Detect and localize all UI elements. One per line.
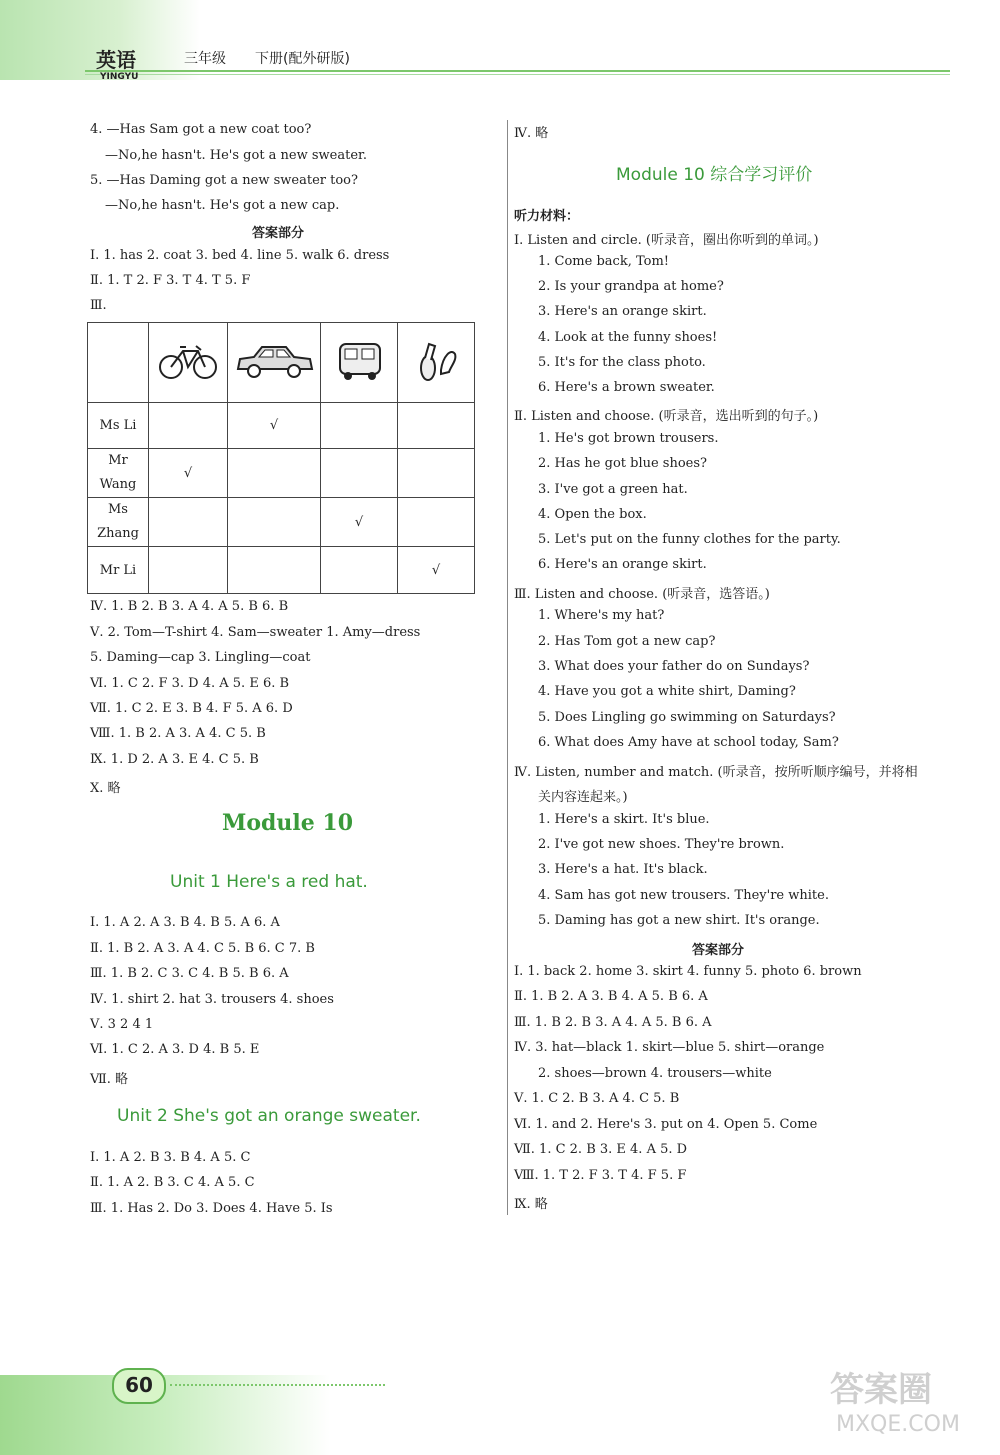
unit2-title: Unit 2 She's got an orange sweater.	[117, 1106, 421, 1126]
right-first-line: Ⅳ. 略	[514, 126, 549, 141]
intro-line-2: —No,he hasn't. He's got a new sweater.	[105, 148, 367, 163]
listening-line: 6. What does Amy have at school today, Sam?	[538, 735, 839, 750]
listening-line: 4. Open the box.	[538, 507, 647, 522]
listening-line: 3. Here's an orange skirt.	[538, 304, 707, 319]
answer-line: Ⅶ. 1. C 2. B 3. E 4. A 5. D	[514, 1142, 688, 1157]
listening-line: 4. Sam has got new trousers. They're white.	[538, 888, 829, 903]
ans2-line-6: Ⅷ. 1. B 2. A 3. A 4. C 5. B	[90, 726, 266, 741]
intro-line-4: —No,he hasn't. He's got a new cap.	[105, 198, 340, 213]
ans2-line-1: Ⅳ. 1. B 2. B 3. A 4. A 5. B 6. B	[90, 599, 289, 614]
listening-line: 4. Look at the funny shoes!	[538, 330, 718, 345]
cell-3-0	[149, 547, 228, 594]
listening-line: 2. Has Tom got a new cap?	[538, 634, 716, 649]
listen-label: 听力材料：	[514, 209, 580, 224]
cell-1-1	[228, 449, 321, 498]
cell-0-2	[321, 403, 398, 449]
ans2-line-8: Ⅹ. 略	[90, 781, 121, 796]
car-icon	[228, 323, 321, 403]
listening-line: 1. He's got brown trousers.	[538, 431, 719, 446]
header-rule-thin	[85, 74, 950, 75]
answer-line: 2. shoes—brown 4. trousers—white	[538, 1066, 772, 1081]
cell-0-0	[149, 403, 228, 449]
bicycle-icon	[149, 323, 228, 403]
row-label: Mr Li	[88, 547, 149, 594]
header-rule	[85, 70, 950, 72]
unit1-line-7: Ⅶ. 略	[90, 1072, 129, 1087]
row-label: Ms Li	[88, 403, 149, 449]
listening-line: 5. Daming has got a new shirt. It's orange.	[538, 913, 820, 928]
footer-dots	[170, 1384, 385, 1386]
unit1-title: Unit 1 Here's a red hat.	[170, 872, 368, 892]
listening-line: 6. Here's a brown sweater.	[538, 380, 715, 395]
ans2-line-4: Ⅵ. 1. C 2. F 3. D 4. A 5. E 6. B	[90, 676, 290, 691]
unit1-line-2: Ⅱ. 1. B 2. A 3. A 4. C 5. B 6. C 7. B	[90, 941, 315, 956]
unit1-line-6: Ⅵ. 1. C 2. A 3. D 4. B 5. E	[90, 1042, 260, 1057]
right-module-title: Module 10 综合学习评价	[616, 165, 813, 185]
listening-line: Ⅲ. Listen and choose. (听录音，选答语。)	[514, 587, 770, 602]
answer-table	[87, 322, 475, 594]
listening-line: 3. I've got a green hat.	[538, 482, 688, 497]
ans2-line-3: 5. Daming—cap 3. Lingling—coat	[90, 650, 311, 665]
ans2-line-7: Ⅸ. 1. D 2. A 3. E 4. C 5. B	[90, 752, 259, 767]
subject-pinyin: YINGYU	[100, 72, 139, 82]
listening-line: 5. Let's put on the funny clothes for the party.	[538, 532, 841, 547]
ans1-line-3: Ⅲ.	[90, 298, 107, 313]
unit1-line-5: Ⅴ. 3 2 4 1	[90, 1017, 154, 1032]
listening-line: 5. Does Lingling go swimming on Saturdays?	[538, 710, 836, 725]
listening-line: 1. Where's my hat?	[538, 608, 665, 623]
listening-line: 1. Come back, Tom!	[538, 254, 669, 269]
answer-line: Ⅷ. 1. T 2. F 3. T 4. F 5. F	[514, 1168, 687, 1183]
listening-line: 2. Is your grandpa at home?	[538, 279, 724, 294]
subject-title: 英语	[96, 48, 136, 72]
page-number: 60	[112, 1368, 166, 1404]
column-divider	[507, 120, 508, 1215]
answer-line: Ⅸ. 略	[514, 1197, 548, 1212]
row-label: Mr Wang	[88, 449, 149, 498]
ans1-line-2: Ⅱ. 1. T 2. F 3. T 4. T 5. F	[90, 273, 251, 288]
listening-line: 2. I've got new shoes. They're brown.	[538, 837, 785, 852]
watermark-logo: 答案圈	[830, 1370, 932, 1410]
answer-line: Ⅳ. 3. hat—black 1. skirt—blue 5. shirt—orange	[514, 1040, 825, 1055]
answer-line: Ⅰ. 1. back 2. home 3. skirt 4. funny 5. photo 6. brown	[514, 964, 862, 979]
watermark-url: MXQE.COM	[836, 1412, 960, 1437]
unit1-line-3: Ⅲ. 1. B 2. C 3. C 4. B 5. B 6. A	[90, 966, 289, 981]
check-mark: √	[228, 403, 321, 449]
ans2-line-5: Ⅶ. 1. C 2. E 3. B 4. F 5. A 6. D	[90, 701, 293, 716]
cell-3-1	[228, 547, 321, 594]
row-label: Ms Zhang	[88, 498, 149, 547]
listening-line: 1. Here's a skirt. It's blue.	[538, 812, 710, 827]
listening-line: Ⅰ. Listen and circle. (听录音，圈出你听到的单词。)	[514, 233, 819, 248]
cell-1-3	[398, 449, 475, 498]
book-label: 下册(配外研版)	[255, 51, 350, 67]
check-mark: √	[398, 547, 475, 594]
cell-1-2	[321, 449, 398, 498]
unit1-line-1: Ⅰ. 1. A 2. A 3. B 4. B 5. A 6. A	[90, 915, 280, 930]
check-mark: √	[149, 449, 228, 498]
module-title: Module 10	[222, 810, 354, 836]
ans1-line-1: Ⅰ. 1. has 2. coat 3. bed 4. line 5. walk 6. dress	[90, 248, 390, 263]
unit1-line-4: Ⅳ. 1. shirt 2. hat 3. trousers 4. shoes	[90, 992, 334, 1007]
cell-2-0	[149, 498, 228, 547]
unit2-line-3: Ⅲ. 1. Has 2. Do 3. Does 4. Have 5. Is	[90, 1201, 333, 1216]
listening-line: 2. Has he got blue shoes?	[538, 456, 708, 471]
table-corner	[88, 323, 149, 403]
listening-line: 关内容连起来。)	[538, 790, 628, 805]
listening-line: 3. Here's a hat. It's black.	[538, 862, 708, 877]
shoes-icon	[398, 323, 475, 403]
answer-line: Ⅴ. 1. C 2. B 3. A 4. C 5. B	[514, 1091, 680, 1106]
answer-line: Ⅲ. 1. B 2. B 3. A 4. A 5. B 6. A	[514, 1015, 712, 1030]
cell-3-2	[321, 547, 398, 594]
answer-line: Ⅵ. 1. and 2. Here's 3. put on 4. Open 5. Come	[514, 1117, 818, 1132]
grade-label: 三年级	[184, 51, 226, 67]
ans2-line-2: Ⅴ. 2. Tom—T-shirt 4. Sam—sweater 1. Amy—dress	[90, 625, 421, 640]
listening-line: 3. What does your father do on Sundays?	[538, 659, 810, 674]
answer-line: Ⅱ. 1. B 2. A 3. B 4. A 5. B 6. A	[514, 989, 708, 1004]
answer-title-right: 答案部分	[692, 943, 745, 958]
listening-line: 6. Here's an orange skirt.	[538, 557, 707, 572]
listening-line: 4. Have you got a white shirt, Daming?	[538, 684, 796, 699]
listening-line: Ⅱ. Listen and choose. (听录音，选出听到的句子。)	[514, 409, 819, 424]
listening-line: Ⅳ. Listen, number and match. (听录音，按所听顺序编号，并将相	[514, 765, 918, 780]
answer-title-left: 答案部分	[252, 226, 305, 241]
cell-0-3	[398, 403, 475, 449]
unit2-line-1: Ⅰ. 1. A 2. B 3. B 4. A 5. C	[90, 1150, 251, 1165]
intro-line-3: 5. —Has Daming got a new sweater too?	[90, 173, 358, 188]
cell-2-1	[228, 498, 321, 547]
unit2-line-2: Ⅱ. 1. A 2. B 3. C 4. A 5. C	[90, 1175, 255, 1190]
bus-icon	[321, 323, 398, 403]
check-mark: √	[321, 498, 398, 547]
intro-line-1: 4. —Has Sam got a new coat too?	[90, 122, 312, 137]
cell-2-3	[398, 498, 475, 547]
listening-line: 5. It's for the class photo.	[538, 355, 706, 370]
